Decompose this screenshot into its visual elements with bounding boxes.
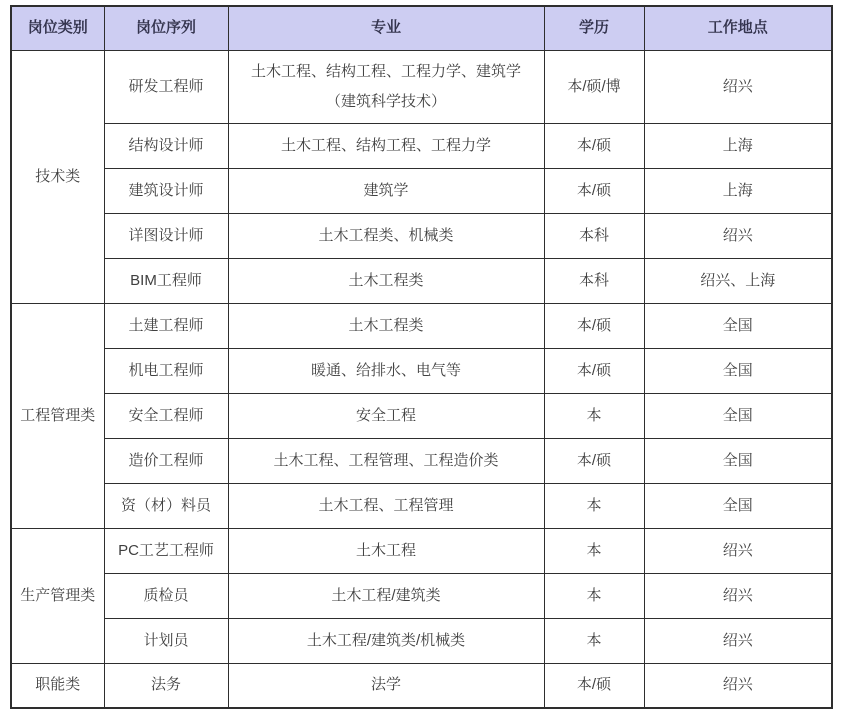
location-cell: 绍兴 — [644, 663, 832, 708]
table-row — [11, 663, 832, 708]
major-cell: 土木工程类 — [228, 303, 544, 348]
location-cell: 全国 — [644, 303, 832, 348]
major-cell: 土木工程 — [228, 528, 544, 573]
table-row — [11, 258, 832, 303]
education-cell: 本/硕 — [544, 438, 644, 483]
major-cell: 土木工程、工程管理 — [228, 483, 544, 528]
col-header-position: 岗位序列 — [104, 6, 228, 50]
education-cell: 本/硕 — [544, 348, 644, 393]
location-cell: 绍兴 — [644, 50, 832, 123]
position-cell: 结构设计师 — [104, 123, 228, 168]
table-row — [11, 123, 832, 168]
col-header-location: 工作地点 — [644, 6, 832, 50]
education-cell: 本/硕 — [544, 663, 644, 708]
education-cell: 本 — [544, 618, 644, 663]
col-header-major: 专业 — [228, 6, 544, 50]
position-cell: 计划员 — [104, 618, 228, 663]
major-cell: 安全工程 — [228, 393, 544, 438]
table-row — [11, 573, 832, 618]
location-cell: 全国 — [644, 438, 832, 483]
table-row — [11, 483, 832, 528]
job-positions-table — [10, 5, 833, 709]
major-cell: 土木工程类 — [228, 258, 544, 303]
position-cell: 安全工程师 — [104, 393, 228, 438]
position-cell: 研发工程师 — [104, 50, 228, 123]
education-cell: 本 — [544, 528, 644, 573]
location-cell: 全国 — [644, 348, 832, 393]
education-cell: 本 — [544, 573, 644, 618]
position-cell: BIM工程师 — [104, 258, 228, 303]
table-row — [11, 393, 832, 438]
category-cell: 生产管理类 — [11, 528, 104, 663]
location-cell: 全国 — [644, 393, 832, 438]
category-cell: 职能类 — [11, 663, 104, 708]
header-row — [11, 6, 832, 50]
major-cell: 土木工程类、机械类 — [228, 213, 544, 258]
education-cell: 本/硕 — [544, 123, 644, 168]
table-row — [11, 168, 832, 213]
category-cell: 工程管理类 — [11, 303, 104, 528]
education-cell: 本/硕 — [544, 168, 644, 213]
position-cell: 机电工程师 — [104, 348, 228, 393]
location-cell: 上海 — [644, 123, 832, 168]
education-cell: 本/硕/博 — [544, 50, 644, 123]
education-cell: 本/硕 — [544, 303, 644, 348]
major-cell: 土木工程、结构工程、工程力学 — [228, 123, 544, 168]
table-row — [11, 213, 832, 258]
table-row — [11, 438, 832, 483]
job-table-container — [10, 5, 833, 709]
location-cell: 绍兴 — [644, 213, 832, 258]
education-cell: 本科 — [544, 258, 644, 303]
position-cell: 详图设计师 — [104, 213, 228, 258]
education-cell: 本科 — [544, 213, 644, 258]
table-row — [11, 618, 832, 663]
location-cell: 上海 — [644, 168, 832, 213]
major-cell: 暖通、给排水、电气等 — [228, 348, 544, 393]
position-cell: 资（材）料员 — [104, 483, 228, 528]
major-cell: 土木工程/建筑类/机械类 — [228, 618, 544, 663]
position-cell: 法务 — [104, 663, 228, 708]
major-cell: 土木工程、结构工程、工程力学、建筑学（建筑科学技术） — [228, 50, 544, 123]
location-cell: 绍兴 — [644, 573, 832, 618]
position-cell: 质检员 — [104, 573, 228, 618]
position-cell: 造价工程师 — [104, 438, 228, 483]
education-cell: 本 — [544, 483, 644, 528]
category-cell: 技术类 — [11, 50, 104, 303]
table-row — [11, 50, 832, 123]
major-cell: 土木工程、工程管理、工程造价类 — [228, 438, 544, 483]
location-cell: 绍兴 — [644, 618, 832, 663]
col-header-education: 学历 — [544, 6, 644, 50]
major-cell: 建筑学 — [228, 168, 544, 213]
location-cell: 绍兴 — [644, 528, 832, 573]
major-cell: 土木工程/建筑类 — [228, 573, 544, 618]
table-row — [11, 348, 832, 393]
position-cell: 建筑设计师 — [104, 168, 228, 213]
location-cell: 绍兴、上海 — [644, 258, 832, 303]
col-header-category: 岗位类别 — [11, 6, 104, 50]
position-cell: PC工艺工程师 — [104, 528, 228, 573]
location-cell: 全国 — [644, 483, 832, 528]
table-row — [11, 303, 832, 348]
table-row — [11, 528, 832, 573]
education-cell: 本 — [544, 393, 644, 438]
position-cell: 土建工程师 — [104, 303, 228, 348]
major-cell: 法学 — [228, 663, 544, 708]
